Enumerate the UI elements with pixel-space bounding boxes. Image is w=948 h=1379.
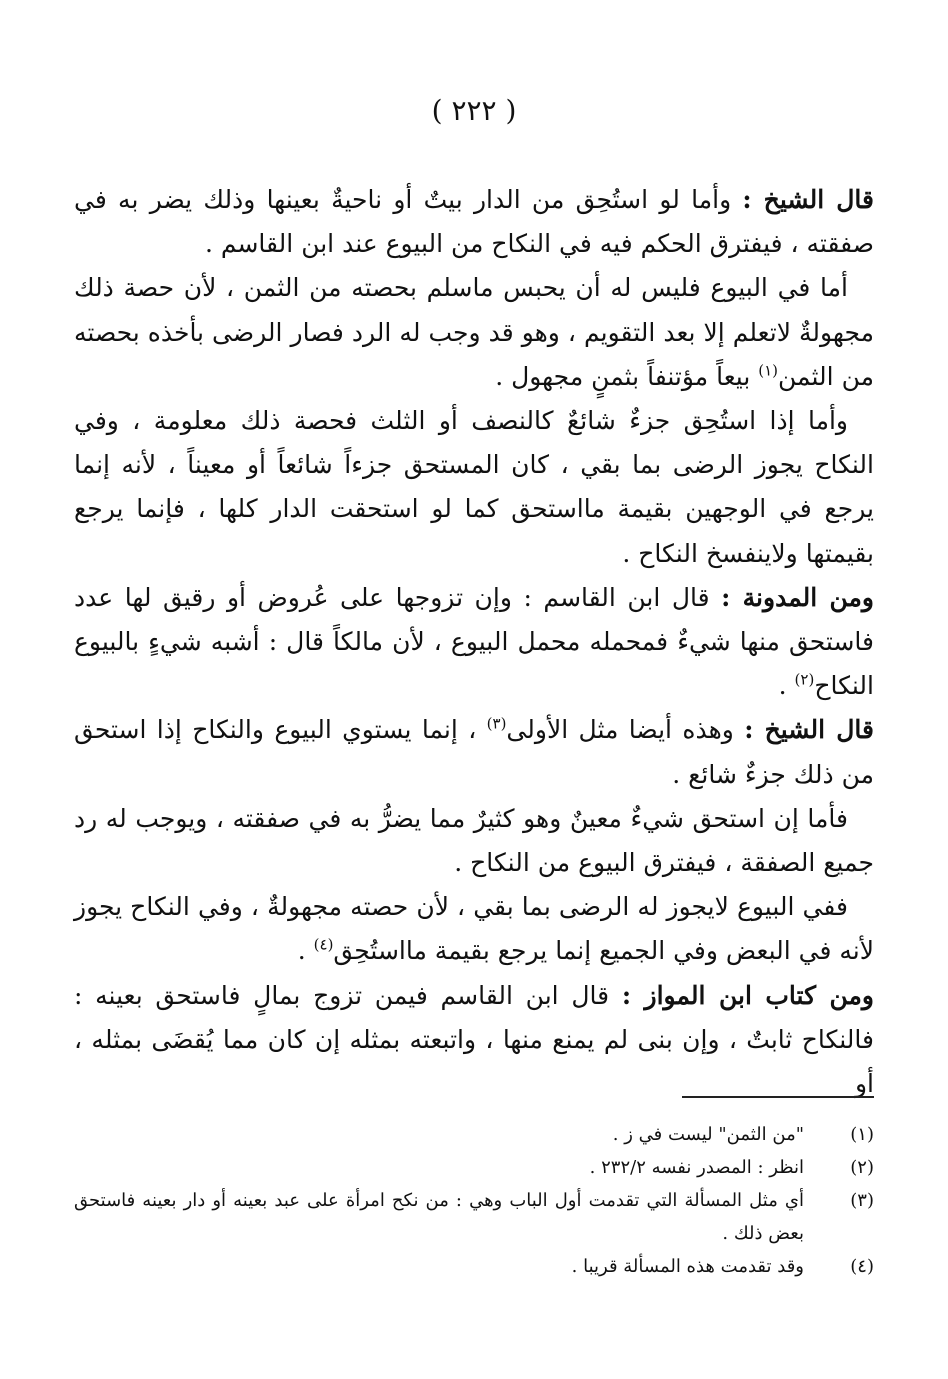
paragraph-text: . — [297, 936, 314, 966]
paragraph — [74, 399, 874, 576]
footnote-reference: (٢) — [794, 670, 815, 689]
paragraph-text: قال ابن القاسم فيمن تزوج بمالٍ فاستحق بعينه : فالنكاح ثابتٌ ، وإن بنى لم يمنع منها ، واتبعته بمثله إن كان مما يُقضَى بمثله ، أو — [74, 980, 874, 1099]
paragraph-lead: ومن المدونة : — [721, 582, 875, 612]
paragraph-lead: قال الشيخ : — [744, 715, 874, 745]
paragraph-text: وأما إذا استُحِق جزءٌ شائعٌ كالنصف أو الثلث فحصة ذلك معلومة ، وفي النكاح يجوز الرضى بما بقي ، كان المستحق جزءاً شائعاً أو معيناً ، لأنه إنما يرجع في الوجهين بقيمة مااستحق كما لو استحقت الدار كلها ، فإنما يرجع بقيمتها ولاينفسخ النكاح . — [74, 406, 874, 568]
paragraph — [74, 178, 874, 266]
paragraph-text: أما في البيوع فليس له أن يحبس ماسلم بحصته من الثمن ، لأن حصة ذلك مجهولةٌ لاتعلم إلا بعد التقويم ، وهو قد وجب له الرد فصار الرضى بأخذه بحصته من الثمن — [74, 273, 874, 391]
paragraph-text: قال ابن القاسم : وإن تزوجها على عُروض أو رقيق لها عدد فاستحق منها شيءٌ فمحمله محمل البيوع ، لأن مالكاً قال : أشبه شيءٍ بالبيوع النكاح — [74, 582, 874, 701]
paragraph — [74, 885, 874, 973]
footnote — [74, 1151, 874, 1184]
paragraph-text: فأما إن استحق شيءٌ معينٌ وهو كثيرٌ مما يضرُّ به في صفقته ، ويوجب له رد جميع الصفقة ، فيفترق البيوع من النكاح . — [74, 803, 874, 878]
paragraph — [74, 708, 874, 796]
paragraph-text: بيعاً مؤتنفاً بثمنٍ مجهول . — [495, 361, 759, 391]
footnote-text: وقد تقدمت هذه المسألة قريبا . — [571, 1256, 804, 1277]
footnotes — [74, 1118, 874, 1283]
footnote-text: أي مثل المسألة التي تقدمت أول الباب وهي : من نكح امرأة على عبد بعينه أو دار بعينه فاستحق بعض ذلك . — [74, 1190, 804, 1244]
footnote — [74, 1250, 874, 1283]
paragraph-text: وهذه أيضا مثل الأولى — [506, 715, 745, 745]
paragraph-lead: ومن كتاب ابن المواز : — [621, 980, 874, 1010]
paragraph — [74, 576, 874, 709]
paragraph-text: . — [778, 671, 795, 701]
main-text — [74, 178, 874, 1106]
paragraph-text: ففي البيوع لايجوز له الرضى بما بقي ، لأن حصته مجهولةٌ ، وفي النكاح يجوز لأنه في البعض وفي الجميع إنما يرجع بقيمة مااستُحِق — [74, 892, 874, 966]
paragraph-text: ، إنما يستوي البيوع والنكاح إذا استحق من ذلك جزءٌ شائع . — [74, 715, 874, 789]
footnote-number: (٣) — [850, 1190, 874, 1211]
footnote-number: (٢) — [850, 1157, 874, 1178]
footnote-number: (١) — [850, 1124, 874, 1145]
paragraph — [74, 974, 874, 1107]
footnote-text: "من الثمن" ليست في ز . — [612, 1124, 804, 1145]
footnote-reference: (٣) — [486, 715, 507, 734]
footnote-number: (٤) — [850, 1256, 874, 1277]
paragraph — [74, 797, 874, 885]
paragraph — [74, 266, 874, 399]
footnote — [74, 1184, 874, 1250]
footnote-divider — [682, 1096, 874, 1098]
footnote-reference: (٤) — [313, 936, 334, 955]
footnote-reference: (١) — [758, 361, 779, 380]
page-number: ( ٢٢٢ ) — [431, 94, 517, 127]
paragraph-lead: قال الشيخ : — [742, 185, 874, 214]
footnote — [74, 1118, 874, 1151]
footnote-text: انظر : المصدر نفسه ٢٣٢/٢ . — [589, 1157, 804, 1178]
paragraph-text: وأما لو استُحِق من الدار بيتٌ أو ناحيةٌ بعينها وذلك يضر به في صفقته ، فيفترق الحكم فيه في النكاح من البيوع عند ابن القاسم . — [74, 185, 874, 259]
